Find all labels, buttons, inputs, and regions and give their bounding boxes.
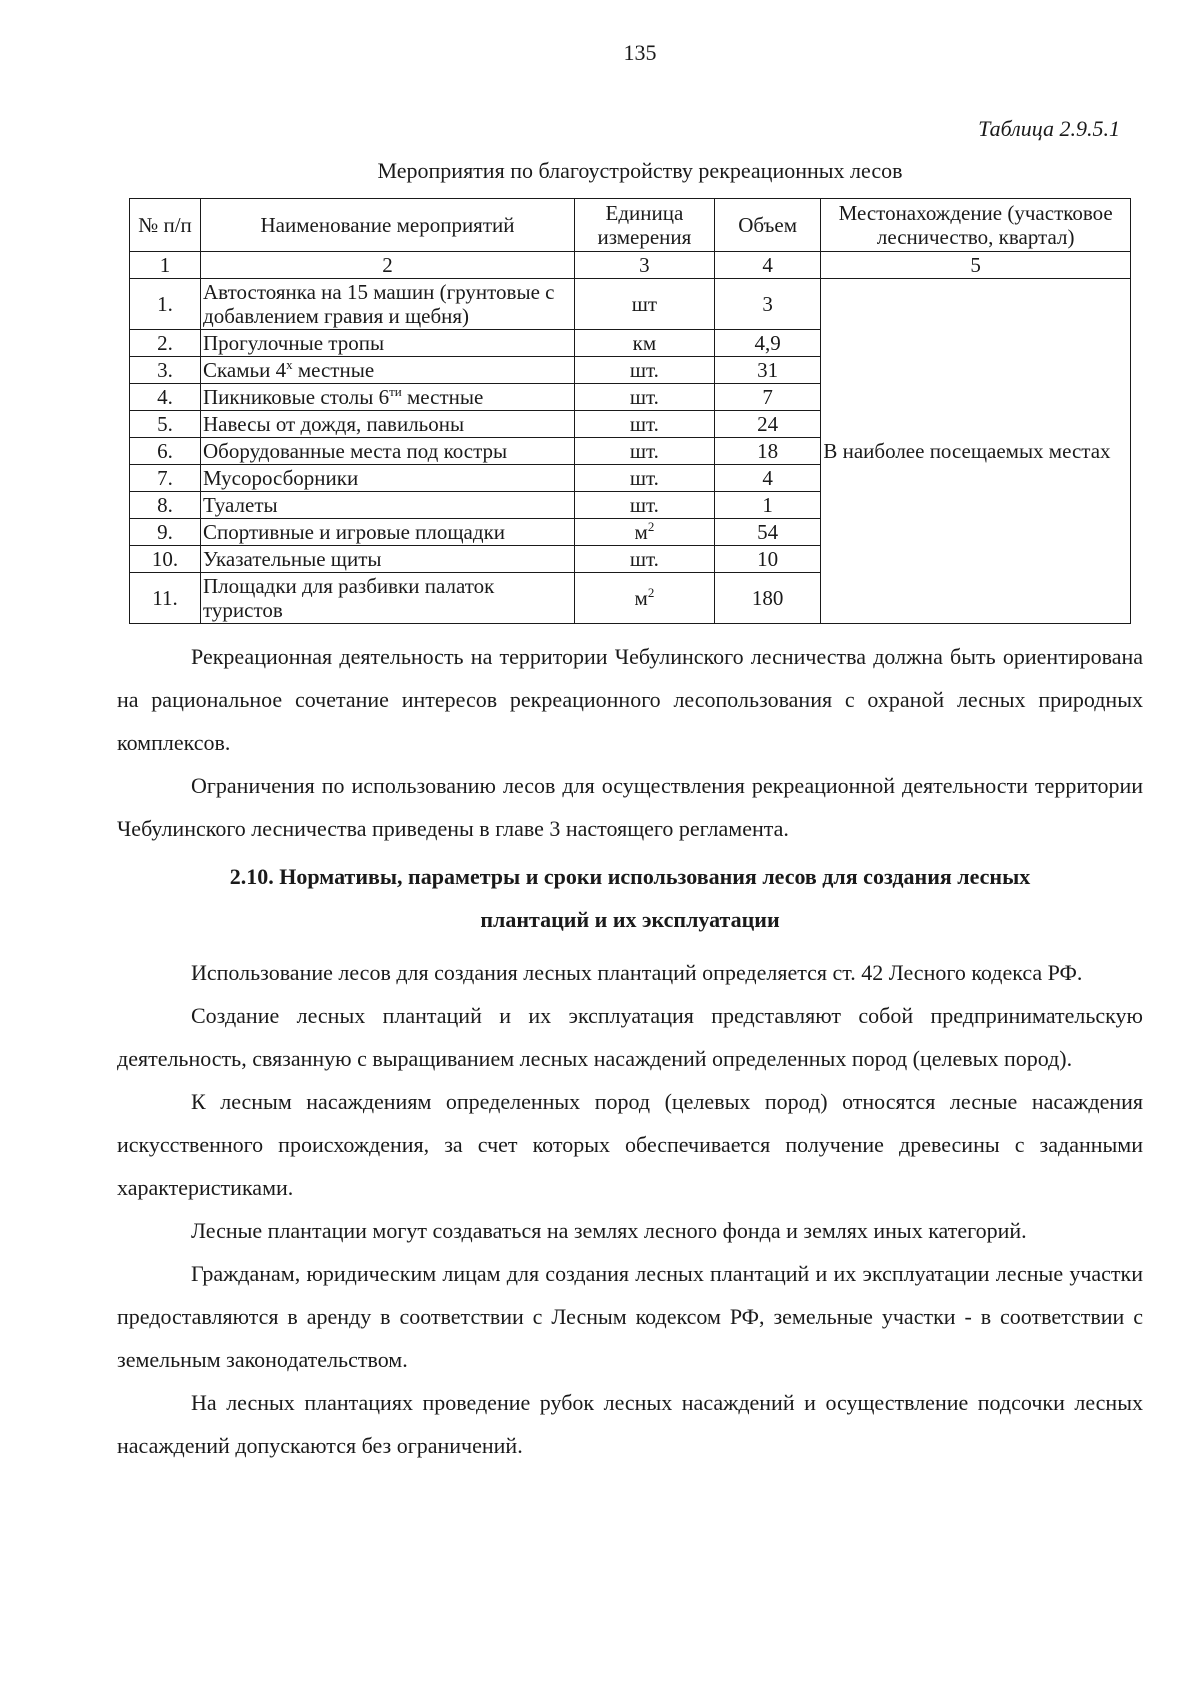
paragraph: Рекреационная деятельность на территории Чебулинского лесничества должна быть ориентирована на рациональное сочетание интересов рекреационного лесопользования с охраной лесных природных комплексов. — [117, 644, 1143, 755]
row-num: 4. — [130, 384, 201, 411]
row-name: Площадки для разбивки палаток туристов — [201, 573, 575, 624]
row-unit: шт. — [575, 546, 715, 573]
unit-text: м — [634, 520, 648, 544]
row-name: Мусоросборники — [201, 465, 575, 492]
row-name-text: Пикниковые столы 6 — [203, 385, 390, 409]
recreation-text — [117, 635, 1143, 850]
row-unit: км — [575, 330, 715, 357]
row-unit: шт. — [575, 438, 715, 465]
header-name: Наименование мероприятий — [201, 199, 575, 252]
unit-superscript: 2 — [647, 519, 655, 534]
row-volume: 54 — [714, 519, 821, 546]
row-volume: 10 — [714, 546, 821, 573]
table-row — [130, 279, 1131, 330]
table-label: Таблица 2.9.5.1 — [978, 116, 1120, 141]
row-name — [201, 384, 575, 411]
row-name: Указательные щиты — [201, 546, 575, 573]
section-heading — [117, 855, 1143, 941]
row-name-text: местные — [401, 385, 484, 409]
table-title: Мероприятия по благоустройству рекреационных лесов — [377, 158, 903, 183]
row-volume: 3 — [714, 279, 821, 330]
row-unit: шт — [575, 279, 715, 330]
column-number-row — [130, 252, 1131, 279]
header-unit: Единица измерения — [575, 199, 715, 252]
row-name: Автостоянка на 15 машин (грунтовые с добавлением гравия и щебня) — [201, 279, 575, 330]
unit-text: м — [634, 586, 648, 610]
paragraph: На лесных плантациях проведение рубок лесных насаждений и осуществление подсочки лесных насаждений допускаются без ограничений. — [117, 1390, 1143, 1458]
row-name-text: Скамьи 4 — [203, 358, 287, 382]
row-num: 10. — [130, 546, 201, 573]
row-num: 1. — [130, 279, 201, 330]
row-num: 9. — [130, 519, 201, 546]
row-name-text: местные — [292, 358, 375, 382]
section-heading-line: плантаций и их эксплуатации — [480, 907, 780, 932]
unit-superscript: 2 — [647, 585, 655, 600]
header-volume: Объем — [714, 199, 821, 252]
row-num: 6. — [130, 438, 201, 465]
paragraph: Использование лесов для создания лесных плантаций определяется ст. 42 Лесного кодекса РФ. — [191, 960, 1083, 985]
row-name: Прогулочные тропы — [201, 330, 575, 357]
row-num: 2. — [130, 330, 201, 357]
section-heading-line: 2.10. Нормативы, параметры и сроки использования лесов для создания лесных — [229, 864, 1031, 889]
column-number: 1 — [130, 252, 201, 279]
paragraph: Лесные плантации могут создаваться на землях лесного фонда и землях иных категорий. — [191, 1218, 1027, 1243]
row-volume: 24 — [714, 411, 821, 438]
row-volume: 31 — [714, 357, 821, 384]
header-num: № п/п — [130, 199, 201, 252]
row-num: 11. — [130, 573, 201, 624]
row-unit: шт. — [575, 357, 715, 384]
measures-table — [129, 198, 1131, 624]
row-num: 8. — [130, 492, 201, 519]
paragraph: К лесным насаждениям определенных пород (целевых пород) относятся лесные насаждения искусственного происхождения, за счет которых обеспечивается получение древесины с заданными характеристиками. — [117, 1089, 1143, 1200]
row-num: 7. — [130, 465, 201, 492]
row-name-superscript: х — [286, 357, 293, 372]
column-number: 3 — [575, 252, 715, 279]
table-header-row — [130, 199, 1131, 252]
row-volume: 4 — [714, 465, 821, 492]
row-volume: 180 — [714, 573, 821, 624]
row-unit — [575, 519, 715, 546]
row-num: 5. — [130, 411, 201, 438]
row-name: Навесы от дождя, павильоны — [201, 411, 575, 438]
row-name: Оборудованные места под костры — [201, 438, 575, 465]
column-number: 5 — [821, 252, 1131, 279]
row-volume: 1 — [714, 492, 821, 519]
row-name: Спортивные и игровые площадки — [201, 519, 575, 546]
column-number: 4 — [714, 252, 821, 279]
row-name-superscript: ти — [389, 384, 402, 399]
row-unit: шт. — [575, 384, 715, 411]
page-number: 135 — [623, 40, 657, 65]
location-cell: В наиболее посещаемых местах — [821, 279, 1131, 624]
row-unit: шт. — [575, 411, 715, 438]
header-location: Местонахождение (участковое лесничество, квартал) — [821, 199, 1131, 252]
paragraph: Ограничения по использованию лесов для осуществления рекреационной деятельности территории Чебулинского лесничества приведены в главе 3 настоящего регламента. — [117, 773, 1143, 841]
paragraph: Создание лесных плантаций и их эксплуатация представляют собой предпринимательскую деятельность, связанную с выращиванием лесных насаждений определенных пород (целевых пород). — [117, 1003, 1143, 1071]
row-unit — [575, 573, 715, 624]
row-volume: 4,9 — [714, 330, 821, 357]
row-unit: шт. — [575, 492, 715, 519]
row-name: Туалеты — [201, 492, 575, 519]
row-volume: 7 — [714, 384, 821, 411]
row-volume: 18 — [714, 438, 821, 465]
row-num: 3. — [130, 357, 201, 384]
column-number: 2 — [201, 252, 575, 279]
row-unit: шт. — [575, 465, 715, 492]
plantation-text — [117, 951, 1143, 1467]
row-name — [201, 357, 575, 384]
paragraph: Гражданам, юридическим лицам для создания лесных плантаций и их эксплуатации лесные участки предоставляются в аренду в соответствии с Лесным кодексом РФ, земельные участки - в соответствии с земельным законодательством. — [117, 1261, 1143, 1372]
